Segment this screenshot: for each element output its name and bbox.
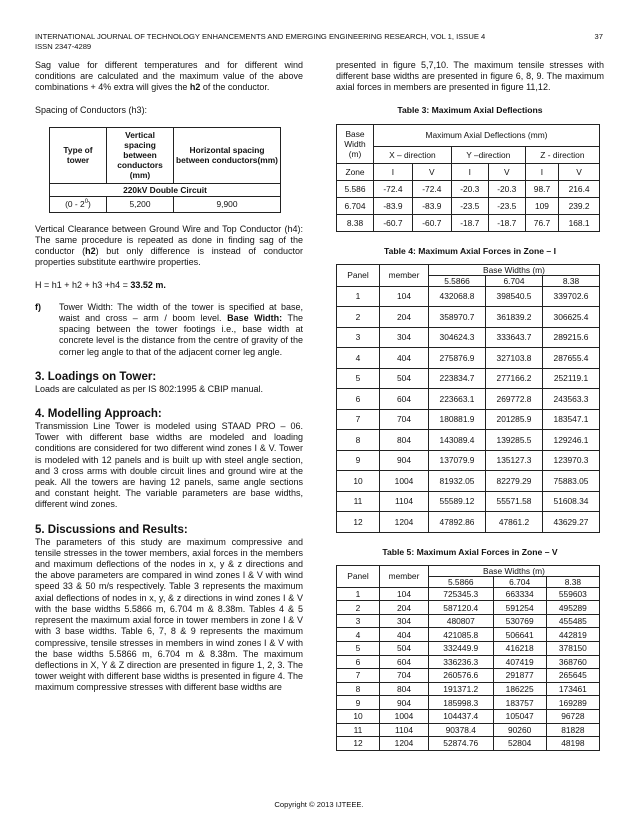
table-cell: 287655.4 [543, 348, 600, 369]
col-horizontal: Horizontal spacing between conductors(mm) [174, 127, 281, 183]
table-cell: 591254 [493, 601, 546, 615]
table-cell: 12 [337, 737, 380, 751]
table-cell: 183757 [493, 696, 546, 710]
table-cell: 275876.9 [429, 348, 486, 369]
circuit-row: 220kV Double Circuit [50, 183, 281, 196]
table-cell: 47892.86 [429, 512, 486, 533]
t3-zone-cell: I [374, 163, 413, 180]
table-cell: 204 [380, 307, 429, 328]
table-cell: 81932.05 [429, 471, 486, 492]
table-cell: 1204 [380, 512, 429, 533]
table-cell: 725345.3 [429, 587, 494, 601]
table-row [337, 450, 600, 471]
table-cell: 96728 [546, 709, 599, 723]
t4-member-header: member [380, 264, 429, 286]
t3-zone-cell: V [412, 163, 451, 180]
table-cell: 109 [525, 197, 558, 214]
table-cell: 104437.4 [429, 709, 494, 723]
table-cell: 223663.1 [429, 389, 486, 410]
table-row [337, 737, 600, 751]
table-3-caption: Table 3: Maximum Axial Deflections [397, 104, 543, 115]
t3-zone-cell: I [525, 163, 558, 180]
table-cell: 277166.2 [486, 368, 543, 389]
table-cell: 5 [337, 368, 380, 389]
table-cell: 52874.76 [429, 737, 494, 751]
table-cell: -83.9 [374, 197, 413, 214]
t3-zone-label: Zone [337, 163, 374, 180]
table-cell: 6 [337, 655, 380, 669]
table-4 [336, 264, 600, 533]
spacing-heading: Spacing of Conductors (h3): [35, 104, 148, 115]
table-row [337, 368, 600, 389]
t3-x-header: X – direction [374, 146, 452, 163]
table-row [337, 614, 600, 628]
table-cell: 48198 [546, 737, 599, 751]
journal-title: INTERNATIONAL JOURNAL OF TECHNOLOGY ENHANCEMENTS AND EMERGING ENGINEERING RESEARCH, VOL 1, ISSUE 4 [35, 32, 486, 41]
page-number: 37 [594, 32, 603, 41]
table-row [337, 723, 600, 737]
table-cell: 9 [337, 450, 380, 471]
table-5 [336, 565, 600, 751]
table-cell: 304 [380, 614, 429, 628]
table-cell: 186225 [493, 682, 546, 696]
table-row [337, 197, 600, 214]
t4-width-header: 5.5866 [429, 275, 486, 286]
t4-panel-header: Panel [337, 264, 380, 286]
table-cell: 559603 [546, 587, 599, 601]
table-cell: 1 [337, 286, 380, 307]
table-cell: 243563.3 [543, 389, 600, 410]
table-cell: 587120.4 [429, 601, 494, 615]
table-cell: 10 [337, 709, 380, 723]
table-cell: -20.3 [488, 180, 525, 197]
table-cell: -18.7 [488, 214, 525, 231]
col-vertical: Vertical spacing between conductors (mm) [107, 127, 174, 183]
table-row [337, 512, 600, 533]
table-cell: 6 [337, 389, 380, 410]
table-cell: 361839.2 [486, 307, 543, 328]
table-row [337, 286, 600, 307]
table-cell: -23.5 [488, 197, 525, 214]
table-row [337, 587, 600, 601]
table-cell: -72.4 [374, 180, 413, 197]
table-cell: 1004 [380, 471, 429, 492]
table-cell: 11 [337, 723, 380, 737]
table-cell: 332449.9 [429, 641, 494, 655]
copyright-footer: Copyright © 2013 IJTEEE. [274, 800, 364, 809]
table-cell: 2 [337, 307, 380, 328]
table-row [337, 641, 600, 655]
table-cell: 604 [380, 389, 429, 410]
table-row [337, 601, 600, 615]
table-cell: 52804 [493, 737, 546, 751]
table-cell: 368760 [546, 655, 599, 669]
table-cell: 201285.9 [486, 409, 543, 430]
table-cell: 432068.8 [429, 286, 486, 307]
table-cell: 216.4 [559, 180, 600, 197]
table-row [337, 628, 600, 642]
table-cell: 239.2 [559, 197, 600, 214]
section-3-title: 3. Loadings on Tower: [35, 370, 157, 383]
t5-width-header: 6.704 [493, 576, 546, 587]
table-row [337, 348, 600, 369]
table-cell: -72.4 [412, 180, 451, 197]
table-cell: 442819 [546, 628, 599, 642]
t3-main-header: Maximum Axial Deflections (mm) [374, 124, 600, 146]
table-row [337, 682, 600, 696]
table-cell: 480807 [429, 614, 494, 628]
table-cell: 9 [337, 696, 380, 710]
table-cell: 306625.4 [543, 307, 600, 328]
table-cell: 4 [337, 628, 380, 642]
table-cell: 10 [337, 471, 380, 492]
t3-zone-cell: V [488, 163, 525, 180]
table-row [337, 389, 600, 410]
table-cell: 704 [380, 409, 429, 430]
table-cell: 1 [337, 587, 380, 601]
table-cell: 81828 [546, 723, 599, 737]
table-cell: 143089.4 [429, 430, 486, 451]
section-5-title: 5. Discussions and Results: [35, 523, 188, 536]
table-cell: 530769 [493, 614, 546, 628]
table-cell: 223834.7 [429, 368, 486, 389]
table-cell: 169289 [546, 696, 599, 710]
section-4-title: 4. Modelling Approach: [35, 408, 162, 421]
table-cell: 204 [380, 601, 429, 615]
table-cell: 265645 [546, 669, 599, 683]
table-cell: 123970.3 [543, 450, 600, 471]
table-cell: 98.7 [525, 180, 558, 197]
t3-zone-cell: I [451, 163, 488, 180]
table-row [337, 709, 600, 723]
table-row [337, 327, 600, 348]
table-cell: -23.5 [451, 197, 488, 214]
table-cell: 291877 [493, 669, 546, 683]
table-cell: 304 [380, 327, 429, 348]
table-cell: 495289 [546, 601, 599, 615]
table-row [337, 669, 600, 683]
table-cell: 339702.6 [543, 286, 600, 307]
table-row [337, 430, 600, 451]
table-cell: 8 [337, 430, 380, 451]
table-cell: 43629.27 [543, 512, 600, 533]
table-cell: 168.1 [559, 214, 600, 231]
section-3-text: Loads are calculated as per IS 802:1995 & CBIP manual. [35, 383, 263, 394]
table-cell: -83.9 [412, 197, 451, 214]
t5-width-header: 8.38 [546, 576, 599, 587]
table-cell: 304624.3 [429, 327, 486, 348]
table-cell: 47861.2 [486, 512, 543, 533]
table-cell: 506641 [493, 628, 546, 642]
table-cell: 327103.8 [486, 348, 543, 369]
table-cell: 139285.5 [486, 430, 543, 451]
table-cell: 104 [380, 587, 429, 601]
cell-vertical: 5,200 [107, 196, 174, 212]
table-cell: 604 [380, 655, 429, 669]
table-row [337, 409, 600, 430]
t4-width-header: 8.38 [543, 275, 600, 286]
cell-horizontal: 9,900 [174, 196, 281, 212]
right-column [336, 60, 604, 751]
table-cell: 269772.8 [486, 389, 543, 410]
height-equation: H = h1 + h2 + h3 +h4 = 33.52 m. [35, 279, 166, 290]
t4-widths-header: Base Widths (m) [429, 264, 600, 275]
table-cell: 1104 [380, 723, 429, 737]
table-row [337, 471, 600, 492]
figures-paragraph: presented in figure 5,7,10. The maximum tensile stresses with different base widths are presented in figure 6, 8, 9. The maximum axial forces in members are presented in figure 11,12. [336, 60, 604, 93]
table-cell: 135127.3 [486, 450, 543, 471]
table-cell: 90378.4 [429, 723, 494, 737]
table-cell: 378150 [546, 641, 599, 655]
table-cell: 404 [380, 628, 429, 642]
issn: ISSN 2347-4289 [35, 42, 92, 51]
table-4-caption: Table 4: Maximum Axial Forces in Zone – I [384, 245, 556, 256]
table-cell: 2 [337, 601, 380, 615]
table-cell: 416218 [493, 641, 546, 655]
table-cell: 804 [380, 682, 429, 696]
section-5-text: The parameters of this study are maximum compressive and tensile stresses in the tower members, axial forces in the members and maximum deflections of the nodes in x, y & z directions and the above parameters are compared in wind zones I & V with wind speed 33 & 50 m/s respectively. Table 3 represents the maximum axial deflections of nodes in x, y, & z directions in wind zones I & V with the base widths 5.5866 m, 6.704 m & 8.38m. Tables 4 & 5 represent the maximum axial force in tower members in zone I & V with 3 base widths. Table 6, 7, 8 & 9 represents the maximum compressive, tensile stresses in members in wind zones I & V with the base widths 5.5866 m, 6.704 m & 8.38m. The maximum deflections in X, Y & Z direction are presented in figure 1, 2, 3. The tower weight with different base widths is presented in figure 4. The maximum compressive stresses with different base widths are [35, 536, 303, 693]
t4-width-header: 6.704 [486, 275, 543, 286]
table-5-caption: Table 5: Maximum Axial Forces in Zone – V [382, 546, 558, 557]
table-cell: 358970.7 [429, 307, 486, 328]
table-cell: 90260 [493, 723, 546, 737]
left-column [35, 60, 303, 694]
t3-y-header: Y –direction [451, 146, 525, 163]
table-cell: -18.7 [451, 214, 488, 231]
tower-width-item: f) Tower Width: The width of the tower is specified at base, waist and cross – arm / boom level. Base Width: The spacing between the tower footings i.e., base width at concrete level is the distance from the centre of gravity of the corner leg angle to that of the adjacent corner leg angle. [35, 301, 304, 357]
col-type: Type of tower [50, 127, 107, 183]
clearance-paragraph: Vertical Clearance between Ground Wire and Top Conductor (h4): The same procedure is repeated as done in finding sag of the conductor (h2) but only difference is instead of conductor properties substitute earthwire properties. [35, 223, 303, 268]
table-cell: 455485 [546, 614, 599, 628]
t3-z-header: Z - direction [525, 146, 599, 163]
table-cell: 704 [380, 669, 429, 683]
table-cell: 5.586 [337, 180, 374, 197]
table-cell: 76.7 [525, 214, 558, 231]
table-cell: 129246.1 [543, 430, 600, 451]
table-cell: 55589.12 [429, 491, 486, 512]
table-cell: 1204 [380, 737, 429, 751]
table-cell: 173461 [546, 682, 599, 696]
table-cell: 1104 [380, 491, 429, 512]
table-cell: 289215.6 [543, 327, 600, 348]
table-cell: 185998.3 [429, 696, 494, 710]
table-cell: 404 [380, 348, 429, 369]
table-row [337, 214, 600, 231]
cell-type: $(0 - 2^0)$ [50, 196, 107, 212]
table-cell: 137079.9 [429, 450, 486, 471]
table-cell: 504 [380, 641, 429, 655]
table-cell: 1004 [380, 709, 429, 723]
table-cell: 180881.9 [429, 409, 486, 430]
table-row [337, 655, 600, 669]
table-cell: 407419 [493, 655, 546, 669]
table-cell: 104 [380, 286, 429, 307]
table-cell: 7 [337, 669, 380, 683]
table-cell: 8 [337, 682, 380, 696]
table-cell: 3 [337, 614, 380, 628]
table-row [337, 180, 600, 197]
table-cell: 51608.34 [543, 491, 600, 512]
table-cell: 11 [337, 491, 380, 512]
table-3 [336, 124, 600, 232]
table-cell: 260576.6 [429, 669, 494, 683]
table-cell: 3 [337, 327, 380, 348]
t5-member-header: member [380, 565, 429, 587]
table-cell: 421085.8 [429, 628, 494, 642]
table-cell: 4 [337, 348, 380, 369]
table-cell: 191371.2 [429, 682, 494, 696]
t5-width-header: 5.5866 [429, 576, 494, 587]
section-4-text: Transmission Line Tower is modeled using STAAD PRO – 06. Tower with different base widths are modeled and loading conditions are considered for two different wind zones I & V. Tower is modeled with 12 panels and is built up with steel angle section, and 3 cross arms with double circuit lines and ground wire at the peak. All the towers are having 12 panels, same angle sections and constant height. The variable parameters are base widths, different wind zones. [35, 421, 303, 510]
running-header [35, 32, 603, 52]
table-cell: 804 [380, 430, 429, 451]
t3-base-width-header: Base Width (m) [337, 124, 374, 163]
table-cell: 504 [380, 368, 429, 389]
table-cell: -20.3 [451, 180, 488, 197]
table-cell: 663334 [493, 587, 546, 601]
table-cell: 398540.5 [486, 286, 543, 307]
table-cell: 12 [337, 512, 380, 533]
table-cell: 5 [337, 641, 380, 655]
table-cell: 82279.29 [486, 471, 543, 492]
t5-panel-header: Panel [337, 565, 380, 587]
table-cell: 904 [380, 450, 429, 471]
table-cell: 8.38 [337, 214, 374, 231]
table-cell: 183547.1 [543, 409, 600, 430]
table-row [337, 307, 600, 328]
table-cell: 7 [337, 409, 380, 430]
spacing-table [49, 127, 281, 213]
table-cell: 904 [380, 696, 429, 710]
table-cell: -60.7 [374, 214, 413, 231]
table-row [337, 696, 600, 710]
t5-widths-header: Base Widths (m) [429, 565, 600, 576]
table-cell: 75883.05 [543, 471, 600, 492]
sag-paragraph: Sag value for different temperatures and for different wind conditions are calculated and the maximum value of the above combinations + 4% extra will gives the h2 of the conductor. [35, 60, 303, 93]
t3-zone-cell: V [559, 163, 600, 180]
table-cell: 55571.58 [486, 491, 543, 512]
table-cell: 333643.7 [486, 327, 543, 348]
table-cell: -60.7 [412, 214, 451, 231]
table-cell: 105047 [493, 709, 546, 723]
table-row [337, 491, 600, 512]
table-cell: 252119.1 [543, 368, 600, 389]
table-cell: 6.704 [337, 197, 374, 214]
table-cell: 336236.3 [429, 655, 494, 669]
